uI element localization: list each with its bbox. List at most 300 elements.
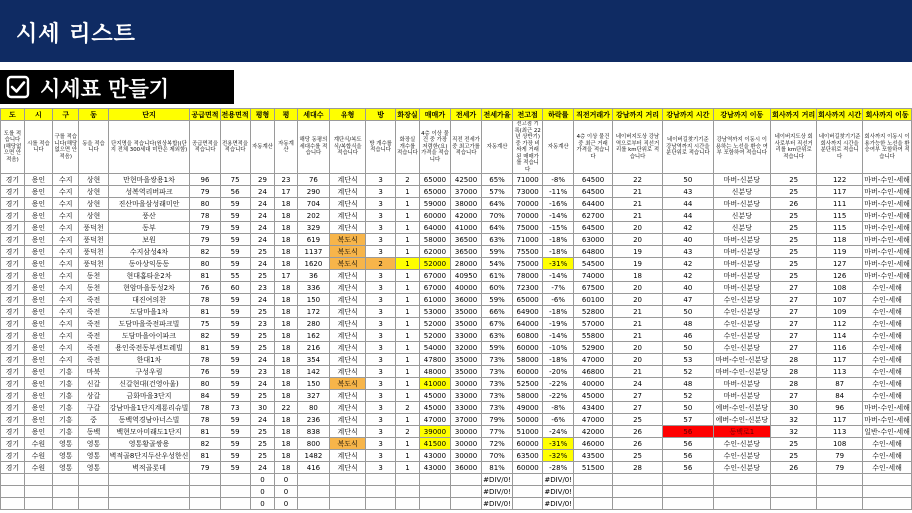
table-cell[interactable]: 36000 bbox=[450, 294, 481, 306]
table-cell[interactable]: -6% bbox=[543, 294, 574, 306]
table-cell[interactable]: 18 bbox=[275, 390, 297, 402]
table-cell[interactable]: 경기 bbox=[1, 198, 25, 210]
table-cell[interactable]: 50 bbox=[663, 402, 713, 414]
table-cell[interactable]: 계단식 bbox=[330, 390, 366, 402]
table-cell[interactable]: 1 bbox=[396, 462, 420, 474]
table-cell[interactable]: 65000 bbox=[513, 294, 543, 306]
table-cell[interactable]: 수지 bbox=[53, 210, 79, 222]
table-cell[interactable]: 전고점 기록(최근 22년 상반기) 중 가장 비싸게 거래된 매매가를 적습니다 bbox=[514, 121, 541, 173]
table-cell[interactable]: 1 bbox=[396, 390, 420, 402]
table-cell[interactable]: 마버-신분당 bbox=[713, 258, 771, 270]
table-cell[interactable]: 57000 bbox=[574, 318, 613, 330]
table-cell[interactable]: 78 bbox=[190, 294, 220, 306]
table-cell[interactable]: 59 bbox=[220, 222, 250, 234]
table-cell[interactable]: 60000 bbox=[513, 366, 543, 378]
table-cell[interactable]: 1137 bbox=[297, 246, 330, 258]
table-cell[interactable]: 73% bbox=[482, 402, 513, 414]
table-cell[interactable]: 경기 bbox=[1, 306, 25, 318]
table-cell[interactable]: 73 bbox=[220, 402, 250, 414]
table-cell[interactable]: 59% bbox=[482, 294, 513, 306]
table-cell[interactable]: 0 bbox=[250, 474, 275, 486]
table-cell[interactable] bbox=[817, 474, 863, 486]
table-cell[interactable]: 52000 bbox=[419, 258, 450, 270]
table-cell[interactable]: 수지 bbox=[53, 282, 79, 294]
table-cell[interactable]: -11% bbox=[543, 186, 574, 198]
table-cell[interactable]: -6% bbox=[543, 414, 574, 426]
table-cell[interactable]: 26 bbox=[612, 426, 662, 438]
table-cell[interactable]: -18% bbox=[543, 246, 574, 258]
table-cell[interactable]: 18 bbox=[275, 222, 297, 234]
table-cell[interactable]: 28 bbox=[771, 366, 817, 378]
table-cell[interactable]: 75 bbox=[220, 174, 250, 186]
table-cell[interactable]: 마버-수인-신분당 bbox=[713, 366, 771, 378]
table-cell[interactable]: 18 bbox=[612, 270, 662, 282]
table-cell[interactable]: 87 bbox=[817, 378, 863, 390]
table-cell[interactable]: 0 bbox=[275, 498, 297, 510]
table-cell[interactable]: 영통 bbox=[79, 450, 108, 462]
table-cell[interactable]: 방 bbox=[366, 109, 396, 121]
table-cell[interactable]: 마버-신분당 bbox=[713, 390, 771, 402]
table-cell[interactable]: 117 bbox=[817, 414, 863, 426]
table-cell[interactable]: 동을 적습니다 bbox=[79, 121, 108, 174]
table-cell[interactable] bbox=[612, 474, 662, 486]
table-cell[interactable]: 39000 bbox=[419, 426, 450, 438]
table-cell[interactable]: 계단식 bbox=[330, 366, 366, 378]
table-cell[interactable]: 78 bbox=[190, 414, 220, 426]
table-cell[interactable]: 75500 bbox=[513, 246, 543, 258]
table-cell[interactable]: 24 bbox=[250, 222, 275, 234]
table-cell[interactable]: 공급면적을 적습니다 bbox=[190, 121, 220, 174]
table-cell[interactable]: 계단식 bbox=[330, 294, 366, 306]
table-cell[interactable]: 108 bbox=[817, 282, 863, 294]
table-cell[interactable]: 64% bbox=[482, 222, 513, 234]
table-cell[interactable]: 40 bbox=[663, 282, 713, 294]
table-cell[interactable]: -31% bbox=[543, 438, 574, 450]
table-cell[interactable]: 45000 bbox=[419, 390, 450, 402]
table-cell[interactable]: 77% bbox=[482, 426, 513, 438]
table-cell[interactable]: 4층 이상 물건 중 가장 저렴한(요) 가격을 적습니다 bbox=[419, 121, 450, 174]
table-cell[interactable]: 18 bbox=[275, 342, 297, 354]
table-cell[interactable]: 용인 bbox=[24, 210, 52, 222]
table-cell[interactable]: 354 bbox=[297, 354, 330, 366]
table-cell[interactable]: 3 bbox=[366, 450, 396, 462]
table-cell[interactable]: 계단식 bbox=[330, 450, 366, 462]
table-cell[interactable]: 기흥 bbox=[53, 378, 79, 390]
table-cell[interactable]: 상현 bbox=[79, 210, 108, 222]
table-cell[interactable]: 용인 bbox=[24, 246, 52, 258]
table-cell[interactable]: 73% bbox=[482, 390, 513, 402]
table-cell[interactable]: 44 bbox=[663, 210, 713, 222]
table-cell[interactable]: 경기 bbox=[1, 186, 25, 198]
table-cell[interactable]: 27 bbox=[612, 402, 662, 414]
table-cell[interactable]: 20 bbox=[612, 234, 662, 246]
table-cell[interactable]: 43000 bbox=[419, 462, 450, 474]
table-cell[interactable]: 수지 bbox=[53, 246, 79, 258]
table-cell[interactable]: 수인-신분당 bbox=[713, 438, 771, 450]
table-cell[interactable]: 79 bbox=[190, 234, 220, 246]
table-cell[interactable]: 60% bbox=[482, 282, 513, 294]
table-cell[interactable]: 79% bbox=[482, 414, 513, 426]
table-cell[interactable]: 48 bbox=[663, 318, 713, 330]
table-cell[interactable]: 24 bbox=[250, 258, 275, 270]
table-cell[interactable]: 상현 bbox=[79, 198, 108, 210]
table-cell[interactable] bbox=[713, 474, 771, 486]
table-cell[interactable]: 계단식 bbox=[330, 414, 366, 426]
table-cell[interactable]: 단지 bbox=[108, 109, 190, 121]
table-cell[interactable]: 28000 bbox=[450, 258, 481, 270]
table-cell[interactable]: 30000 bbox=[450, 450, 481, 462]
table-cell[interactable] bbox=[53, 498, 79, 510]
table-cell[interactable]: 20 bbox=[612, 354, 662, 366]
table-cell[interactable]: 64000 bbox=[419, 222, 450, 234]
table-cell[interactable]: -14% bbox=[543, 330, 574, 342]
table-cell[interactable]: 61% bbox=[482, 270, 513, 282]
table-cell[interactable] bbox=[190, 474, 220, 486]
table-cell[interactable]: 전세가율 bbox=[483, 110, 511, 119]
table-cell[interactable]: 용인 bbox=[24, 282, 52, 294]
table-cell[interactable]: 경기 bbox=[1, 330, 25, 342]
table-cell[interactable] bbox=[108, 486, 190, 498]
table-cell[interactable]: 25 bbox=[771, 222, 817, 234]
table-cell[interactable]: 32 bbox=[771, 426, 817, 438]
table-cell[interactable]: 복도식 bbox=[330, 234, 366, 246]
table-cell[interactable]: 용인 bbox=[24, 426, 52, 438]
table-cell[interactable]: 280 bbox=[297, 318, 330, 330]
table-cell[interactable]: 18 bbox=[275, 354, 297, 366]
table-cell[interactable]: 18 bbox=[275, 450, 297, 462]
table-cell[interactable]: 20 bbox=[612, 282, 662, 294]
table-cell[interactable] bbox=[513, 486, 543, 498]
table-cell[interactable]: 죽전 bbox=[79, 342, 108, 354]
table-cell[interactable]: 강남마을1단지계룡리슈빌 bbox=[109, 403, 189, 412]
table-cell[interactable]: 강남까지 이동 bbox=[713, 109, 771, 121]
table-cell[interactable] bbox=[366, 486, 396, 498]
table-cell[interactable]: 1 bbox=[396, 438, 420, 450]
table-cell[interactable]: 17 bbox=[275, 270, 297, 282]
table-cell[interactable]: 25 bbox=[250, 246, 275, 258]
table-cell[interactable]: 43 bbox=[663, 186, 713, 198]
table-cell[interactable]: -7% bbox=[543, 282, 574, 294]
table-cell[interactable] bbox=[574, 498, 613, 510]
table-cell[interactable]: 21 bbox=[612, 330, 662, 342]
table-cell[interactable]: 59 bbox=[220, 450, 250, 462]
table-cell[interactable]: 경기 bbox=[1, 282, 25, 294]
table-cell[interactable]: 59% bbox=[482, 342, 513, 354]
table-cell[interactable]: 52000 bbox=[419, 330, 450, 342]
table-cell[interactable]: 방 개수를 적습니다 bbox=[366, 121, 396, 174]
table-cell[interactable]: 62000 bbox=[419, 246, 450, 258]
table-cell[interactable]: 80 bbox=[190, 258, 220, 270]
table-cell[interactable]: 71000 bbox=[513, 234, 543, 246]
table-cell[interactable]: 40000 bbox=[574, 378, 613, 390]
table-cell[interactable]: 경기 bbox=[1, 378, 25, 390]
table-cell[interactable]: 26 bbox=[771, 462, 817, 474]
table-cell[interactable]: 35000 bbox=[450, 366, 481, 378]
table-cell[interactable]: 시 bbox=[24, 109, 52, 121]
table-cell[interactable]: 계단식 bbox=[330, 270, 366, 282]
table-cell[interactable]: 마버-수인-신분당 bbox=[713, 354, 771, 366]
table-cell[interactable]: -15% bbox=[543, 222, 574, 234]
table-cell[interactable]: 유형 bbox=[330, 109, 366, 121]
table-cell[interactable]: 59 bbox=[220, 258, 250, 270]
table-cell[interactable]: 풍덕천 bbox=[79, 258, 108, 270]
table-cell[interactable] bbox=[612, 486, 662, 498]
table-cell[interactable]: 122 bbox=[817, 174, 863, 186]
table-cell[interactable]: 126 bbox=[817, 270, 863, 282]
table-cell[interactable] bbox=[79, 498, 108, 510]
table-cell[interactable]: 20 bbox=[612, 342, 662, 354]
table-cell[interactable]: 64% bbox=[482, 198, 513, 210]
table-cell[interactable] bbox=[713, 486, 771, 498]
table-cell[interactable]: 112 bbox=[817, 318, 863, 330]
table-cell[interactable]: 경기 bbox=[1, 210, 25, 222]
table-cell[interactable]: 계단식/복도식/복합식을 적습니다 bbox=[330, 121, 366, 174]
table-cell[interactable] bbox=[220, 498, 250, 510]
table-cell[interactable]: 용인 bbox=[24, 294, 52, 306]
table-cell[interactable]: 2 bbox=[396, 426, 420, 438]
table-cell[interactable]: 64000 bbox=[513, 318, 543, 330]
table-cell[interactable]: 47000 bbox=[574, 354, 613, 366]
table-cell[interactable]: 62700 bbox=[574, 210, 613, 222]
table-cell[interactable]: 마버-신분당 bbox=[713, 234, 771, 246]
table-cell[interactable]: 329 bbox=[297, 222, 330, 234]
table-cell[interactable]: 동부 bbox=[108, 222, 190, 234]
table-cell[interactable] bbox=[771, 474, 817, 486]
table-cell[interactable]: 성복역리버파크 bbox=[108, 186, 190, 198]
table-cell[interactable]: 용인 bbox=[24, 198, 52, 210]
table-cell[interactable]: 59 bbox=[220, 210, 250, 222]
table-cell[interactable]: 25 bbox=[250, 330, 275, 342]
table-cell[interactable]: 경기 bbox=[1, 258, 25, 270]
table-cell[interactable]: 127 bbox=[817, 258, 863, 270]
table-cell[interactable]: 영통 bbox=[79, 438, 108, 450]
table-cell[interactable]: 25 bbox=[250, 342, 275, 354]
table-cell[interactable]: 3 bbox=[366, 210, 396, 222]
table-cell[interactable]: 838 bbox=[297, 426, 330, 438]
table-cell[interactable]: 경기 bbox=[1, 426, 25, 438]
table-cell[interactable]: 경기 bbox=[1, 414, 25, 426]
table-cell[interactable]: 150 bbox=[297, 378, 330, 390]
table-cell[interactable]: -8% bbox=[543, 402, 574, 414]
table-cell[interactable]: 마버-신분당 bbox=[713, 282, 771, 294]
table-cell[interactable]: 보원 bbox=[108, 234, 190, 246]
table-cell[interactable]: 1 bbox=[396, 366, 420, 378]
table-cell[interactable]: 108 bbox=[817, 438, 863, 450]
table-cell[interactable]: 죽전 bbox=[79, 318, 108, 330]
table-cell[interactable]: 1 bbox=[396, 450, 420, 462]
table-cell[interactable]: 76 bbox=[190, 366, 220, 378]
table-cell[interactable]: 풍덕천 bbox=[79, 234, 108, 246]
table-cell[interactable] bbox=[297, 498, 330, 510]
table-cell[interactable]: 수인-세해 bbox=[863, 354, 912, 366]
table-cell[interactable]: 3 bbox=[366, 306, 396, 318]
table-cell[interactable] bbox=[663, 474, 713, 486]
table-cell[interactable]: 금화마을3단지 bbox=[108, 390, 190, 402]
table-cell[interactable]: 수인-세해 bbox=[863, 366, 912, 378]
table-cell[interactable]: 67000 bbox=[419, 282, 450, 294]
table-cell[interactable]: 수지 bbox=[53, 222, 79, 234]
table-cell[interactable]: 경기 bbox=[1, 270, 25, 282]
table-cell[interactable]: 22 bbox=[612, 174, 662, 186]
table-cell[interactable]: 3 bbox=[366, 462, 396, 474]
table-cell[interactable]: 117 bbox=[817, 354, 863, 366]
table-cell[interactable]: 30000 bbox=[450, 438, 481, 450]
table-cell[interactable]: 수원 bbox=[24, 462, 52, 474]
table-cell[interactable]: 1 bbox=[396, 306, 420, 318]
table-cell[interactable]: 네이버지도상 강남역으로부터 직선거리를 km단위로 적습니다 bbox=[612, 121, 662, 174]
table-cell[interactable]: 21 bbox=[612, 198, 662, 210]
table-cell[interactable]: -22% bbox=[543, 378, 574, 390]
table-cell[interactable]: 구갈 bbox=[79, 402, 108, 414]
table-cell[interactable]: 44 bbox=[663, 198, 713, 210]
table-cell[interactable]: 41000 bbox=[450, 222, 481, 234]
table-cell[interactable] bbox=[297, 474, 330, 486]
table-cell[interactable]: 26 bbox=[771, 198, 817, 210]
table-cell[interactable]: 세대수 bbox=[297, 109, 330, 121]
table-cell[interactable]: 경기 bbox=[1, 462, 25, 474]
table-cell[interactable]: 18 bbox=[275, 282, 297, 294]
table-cell[interactable]: 70000 bbox=[513, 210, 543, 222]
table-cell[interactable]: 마버-신분당 bbox=[713, 198, 771, 210]
table-cell[interactable]: 58000 bbox=[513, 354, 543, 366]
table-cell[interactable]: 자동계산 bbox=[250, 121, 275, 174]
table-cell[interactable]: 동백 bbox=[79, 426, 108, 438]
table-cell[interactable]: 416 bbox=[297, 462, 330, 474]
table-cell[interactable]: 수인-신분당 bbox=[713, 330, 771, 342]
table-cell[interactable]: 수지 bbox=[53, 174, 79, 186]
table-cell[interactable]: 28 bbox=[771, 354, 817, 366]
table-cell[interactable]: 1 bbox=[396, 186, 420, 198]
table-cell[interactable]: 48000 bbox=[419, 366, 450, 378]
table-cell[interactable]: 해당 동평의 세대수를 적습니다 bbox=[297, 121, 330, 174]
table-cell[interactable]: #DIV/0! bbox=[483, 475, 511, 484]
table-cell[interactable]: 78000 bbox=[513, 270, 543, 282]
table-cell[interactable]: 43400 bbox=[574, 402, 613, 414]
table-cell[interactable]: 63000 bbox=[574, 234, 613, 246]
table-cell[interactable] bbox=[366, 498, 396, 510]
table-cell[interactable]: 59 bbox=[220, 462, 250, 474]
table-cell[interactable]: 영통 bbox=[53, 462, 79, 474]
table-cell[interactable]: 화장실 bbox=[397, 110, 418, 119]
table-cell[interactable]: 진산마을삼성래미안 bbox=[108, 198, 190, 210]
table-cell[interactable]: 70% bbox=[482, 450, 513, 462]
table-cell[interactable]: 기흥 bbox=[53, 426, 79, 438]
table-cell[interactable]: 계단식 bbox=[330, 198, 366, 210]
table-cell[interactable]: 81 bbox=[190, 270, 220, 282]
table-cell[interactable]: 49000 bbox=[513, 402, 543, 414]
table-cell[interactable] bbox=[1, 498, 25, 510]
table-cell[interactable]: 116 bbox=[817, 342, 863, 354]
table-cell[interactable]: 마버-수인-세해 bbox=[864, 247, 910, 256]
table-cell[interactable]: 3 bbox=[366, 198, 396, 210]
table-cell[interactable]: 1620 bbox=[297, 258, 330, 270]
table-cell[interactable]: 59 bbox=[220, 390, 250, 402]
table-cell[interactable]: 118 bbox=[817, 234, 863, 246]
table-cell[interactable]: 경기 bbox=[1, 366, 25, 378]
table-cell[interactable] bbox=[330, 474, 366, 486]
table-cell[interactable]: 자동계산 bbox=[482, 121, 513, 174]
table-cell[interactable]: 47000 bbox=[419, 414, 450, 426]
table-cell[interactable] bbox=[513, 498, 543, 510]
table-cell[interactable]: 52500 bbox=[513, 378, 543, 390]
table-cell[interactable]: 81 bbox=[190, 426, 220, 438]
table-cell[interactable]: 58000 bbox=[419, 234, 450, 246]
table-cell[interactable]: 영통 bbox=[79, 462, 108, 474]
table-cell[interactable]: 46000 bbox=[574, 438, 613, 450]
table-cell[interactable]: 48 bbox=[663, 378, 713, 390]
table-cell[interactable]: 용인 bbox=[24, 378, 52, 390]
table-cell[interactable]: 29 bbox=[250, 174, 275, 186]
table-cell[interactable]: 51000 bbox=[513, 426, 543, 438]
table-cell[interactable]: 2 bbox=[396, 402, 420, 414]
table-cell[interactable]: 0 bbox=[275, 474, 297, 486]
table-cell[interactable]: 79 bbox=[190, 186, 220, 198]
table-cell[interactable]: 복도식 bbox=[330, 246, 366, 258]
table-cell[interactable] bbox=[24, 486, 52, 498]
table-cell[interactable]: 3 bbox=[366, 390, 396, 402]
table-cell[interactable] bbox=[863, 498, 912, 510]
table-cell[interactable]: 56 bbox=[220, 186, 250, 198]
table-cell[interactable]: 경기 bbox=[1, 222, 25, 234]
table-cell[interactable]: 81% bbox=[482, 462, 513, 474]
table-cell[interactable]: 용인 bbox=[24, 306, 52, 318]
table-cell[interactable]: 81 bbox=[190, 450, 220, 462]
table-cell[interactable]: 경기 bbox=[1, 438, 25, 450]
table-cell[interactable] bbox=[220, 486, 250, 498]
table-cell[interactable]: 76 bbox=[297, 174, 330, 186]
table-cell[interactable]: 동백역경남아너스빌 bbox=[108, 414, 190, 426]
table-cell[interactable]: 경기 bbox=[1, 402, 25, 414]
table-cell[interactable]: 23 bbox=[250, 318, 275, 330]
table-cell[interactable]: 52900 bbox=[574, 342, 613, 354]
table-cell[interactable]: 단지명을 적습니다(원상복합)(단지 전체 300세대 미만은 제외함) bbox=[108, 121, 190, 174]
table-cell[interactable]: 24 bbox=[250, 198, 275, 210]
table-cell[interactable]: 만현마을쌍용1차 bbox=[108, 174, 190, 186]
table-cell[interactable]: -24% bbox=[543, 426, 574, 438]
table-cell[interactable]: 2 bbox=[396, 174, 420, 186]
table-cell[interactable]: 수인-세해 bbox=[863, 390, 912, 402]
table-cell[interactable]: 42 bbox=[663, 222, 713, 234]
table-cell[interactable]: 43 bbox=[663, 246, 713, 258]
table-cell[interactable] bbox=[513, 474, 543, 486]
table-cell[interactable]: 65000 bbox=[419, 186, 450, 198]
table-cell[interactable]: 수인-신분당 bbox=[713, 462, 771, 474]
table-cell[interactable]: 3 bbox=[366, 426, 396, 438]
table-cell[interactable]: 25 bbox=[250, 306, 275, 318]
table-cell[interactable]: 114 bbox=[817, 330, 863, 342]
table-cell[interactable]: 마버-수인-세해 bbox=[864, 223, 910, 232]
table-cell[interactable]: 72300 bbox=[513, 282, 543, 294]
table-cell[interactable]: -14% bbox=[543, 210, 574, 222]
table-cell[interactable]: 162 bbox=[297, 330, 330, 342]
table-cell[interactable]: 수지 bbox=[53, 198, 79, 210]
table-cell[interactable]: 1 bbox=[396, 258, 420, 270]
table-cell[interactable]: 59 bbox=[220, 354, 250, 366]
table-cell[interactable]: 40 bbox=[663, 234, 713, 246]
table-cell[interactable]: 21 bbox=[612, 186, 662, 198]
table-cell[interactable]: 236 bbox=[297, 414, 330, 426]
table-cell[interactable]: 23 bbox=[250, 282, 275, 294]
table-cell[interactable]: 43500 bbox=[574, 450, 613, 462]
table-cell[interactable]: 18 bbox=[275, 438, 297, 450]
table-cell[interactable]: 1 bbox=[396, 270, 420, 282]
table-cell[interactable]: 신분당 bbox=[713, 210, 771, 222]
table-cell[interactable]: 54% bbox=[482, 258, 513, 270]
table-cell[interactable]: 704 bbox=[297, 198, 330, 210]
table-cell[interactable]: 수지 bbox=[53, 342, 79, 354]
table-cell[interactable] bbox=[108, 498, 190, 510]
table-cell[interactable]: 18 bbox=[275, 210, 297, 222]
